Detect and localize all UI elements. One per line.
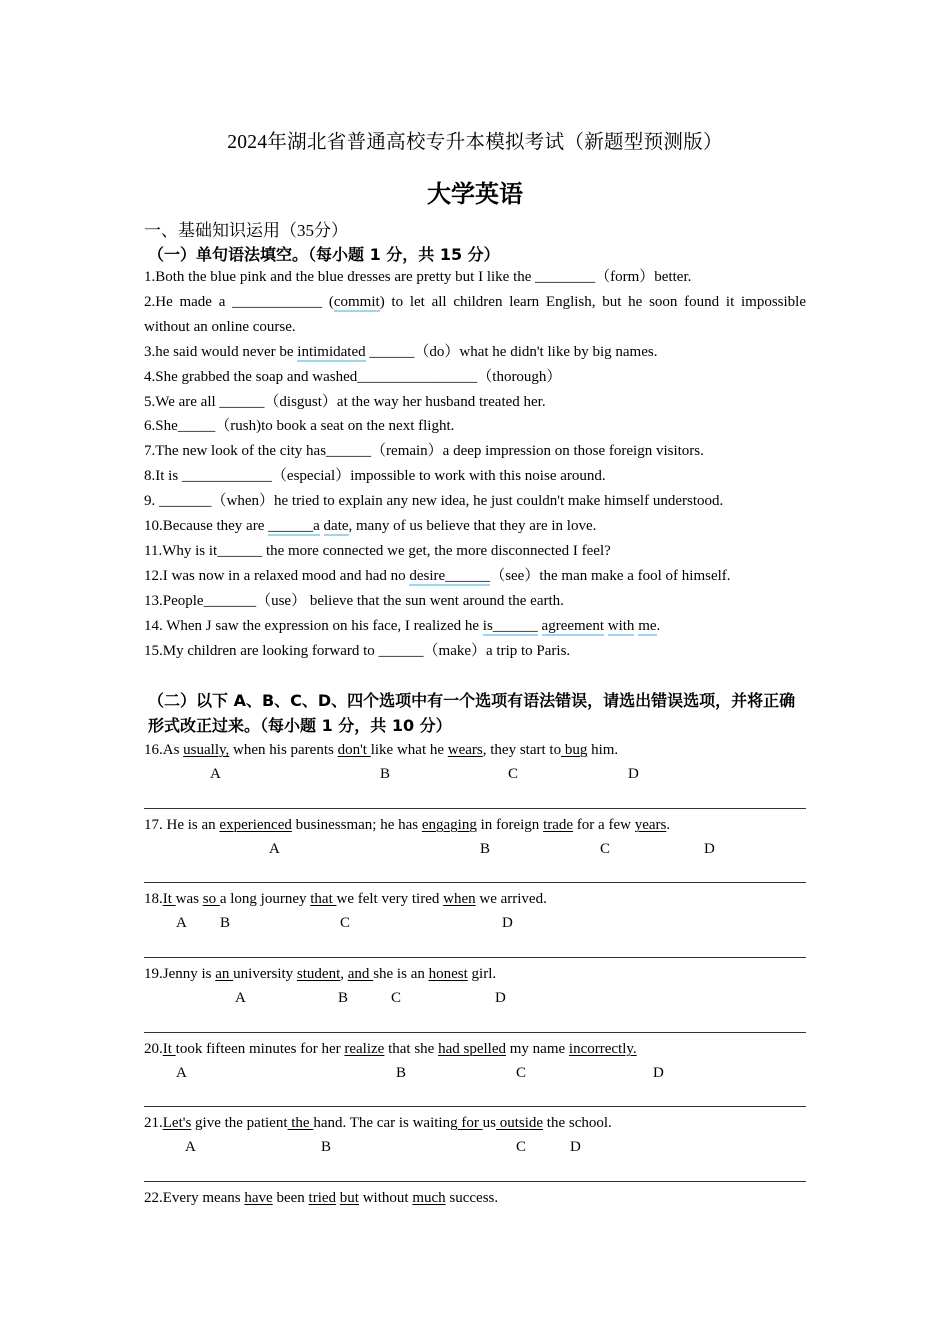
part2-heading: （二）以下 A、B、C、D、四个选项中有一个选项有语法错误，请选出错误选项，并将正确形式改正过来。（每小题 1 分，共 10 分） xyxy=(148,691,796,735)
q3-text: 3.he said would never be xyxy=(144,344,298,360)
question-18 xyxy=(144,887,806,912)
question-5: 5.We are all ______（disgust）at the way her husband treated her. xyxy=(144,394,546,410)
q20-option-letters xyxy=(144,1065,806,1085)
q20-t1: 20. xyxy=(144,1041,163,1057)
q14-text: 14. When J saw the expression on his face, I realized he xyxy=(144,618,483,634)
q17-answer-line[interactable] xyxy=(144,882,806,883)
q17-letter-b: B xyxy=(480,841,491,857)
q16-t1: 16.As xyxy=(144,742,184,758)
q18-t3: a long journey xyxy=(219,891,311,907)
q20-letter-c: C xyxy=(516,1065,527,1081)
q20-t4: my name xyxy=(506,1041,569,1057)
q17-t2: businessman; he has xyxy=(291,817,422,833)
q20-t2: took fifteen minutes for her xyxy=(175,1041,345,1057)
question-1: 1.Both the blue pink and the blue dresses are pretty but I like the ________（form）better. xyxy=(144,269,692,285)
exam-title: 2024年湖北省普通高校专升本模拟考试（新题型预测版） xyxy=(227,132,723,153)
q18-option-a: It xyxy=(162,891,176,907)
q17-option-letters xyxy=(144,841,806,861)
q10-word-date: date xyxy=(323,518,349,534)
q17-option-c: trade xyxy=(543,817,574,833)
q20-letter-b: B xyxy=(396,1065,407,1081)
q19-letter-d: D xyxy=(495,990,506,1006)
q16-option-d: bug xyxy=(561,742,588,758)
q20-option-c: had spelled xyxy=(438,1041,506,1057)
q20-option-b: realize xyxy=(344,1041,385,1057)
q19-t3: , xyxy=(340,966,348,982)
q18-letter-d: D xyxy=(502,915,513,931)
question-14 xyxy=(144,614,806,639)
q10-word-a: a xyxy=(313,518,320,534)
q19-option-a: an xyxy=(215,966,234,982)
q18-t5: we arrived. xyxy=(475,891,547,907)
q16-answer-line[interactable] xyxy=(144,808,806,809)
q21-t5: the school. xyxy=(543,1115,612,1131)
q19-option-d: honest xyxy=(428,966,468,982)
q18-t4: we felt very tired xyxy=(336,891,444,907)
question-6: 6.She_____（rush)to book a seat on the next flight. xyxy=(144,418,455,434)
question-8: 8.It is ____________（especial）impossible to work with this noise around. xyxy=(144,468,606,484)
q21-t1: 21. xyxy=(144,1115,163,1131)
q16-t2: when his parents xyxy=(229,742,338,758)
question-20 xyxy=(144,1037,806,1062)
q17-letter-c: C xyxy=(600,841,611,857)
q18-t1: 18. xyxy=(144,891,163,907)
q10-space xyxy=(320,518,324,534)
q19-letter-c: C xyxy=(391,990,402,1006)
question-4: 4.She grabbed the soap and washed________________（thorough） xyxy=(144,369,562,385)
q18-letter-c: C xyxy=(340,915,351,931)
q18-option-letters xyxy=(144,915,806,935)
q22-option-d: much xyxy=(412,1190,446,1206)
q16-letter-c: C xyxy=(508,766,519,782)
q18-t2: was xyxy=(175,891,203,907)
question-17 xyxy=(144,813,806,838)
q19-answer-line[interactable] xyxy=(144,1032,806,1033)
q10-text: 10.Because they are xyxy=(144,518,269,534)
q22-option-b: tried xyxy=(308,1190,337,1206)
q21-option-a: Let's xyxy=(162,1115,192,1131)
question-11: 11.Why is it______ the more connected we get, the more disconnected I feel? xyxy=(144,543,611,559)
question-13: 13.People_______（use） believe that the sun went around the earth. xyxy=(144,593,564,609)
q10-text-end: , many of us believe that they are in love. xyxy=(348,518,597,534)
q14-period: . xyxy=(656,618,661,634)
question-7: 7.The new look of the city has______（remain）a deep impression on those foreign visitors. xyxy=(144,443,704,459)
q19-option-c: and xyxy=(347,966,374,982)
q20-letter-a: A xyxy=(176,1065,187,1081)
q21-option-c: for xyxy=(457,1115,483,1131)
q12-word: desire______ xyxy=(409,568,491,584)
q16-t5: him. xyxy=(587,742,619,758)
q19-t1: 19.Jenny is xyxy=(144,966,216,982)
q19-t5: girl. xyxy=(467,966,497,982)
q17-t5: . xyxy=(666,817,671,833)
question-9: 9. _______（when）he tried to explain any new idea, he just couldn't make himself understood. xyxy=(144,493,724,509)
q17-letter-a: A xyxy=(269,841,280,857)
q21-option-d: outside xyxy=(495,1115,544,1131)
q14-space-1 xyxy=(538,618,542,634)
q16-t3: like what he xyxy=(370,742,448,758)
q20-t3: that she xyxy=(384,1041,439,1057)
q21-letter-c: C xyxy=(516,1139,527,1155)
q14-word-agreement: agreement xyxy=(541,618,605,634)
q17-letter-d: D xyxy=(704,841,715,857)
q22-option-a: have xyxy=(244,1190,273,1206)
question-3 xyxy=(144,340,806,365)
q20-answer-line[interactable] xyxy=(144,1106,806,1107)
q21-t2: give the patient xyxy=(191,1115,288,1131)
q2-text: 2.He made a ____________ ( xyxy=(144,294,334,310)
q19-letter-a: A xyxy=(235,990,246,1006)
q21-answer-line[interactable] xyxy=(144,1181,806,1182)
q16-letter-d: D xyxy=(628,766,639,782)
q21-option-letters xyxy=(144,1139,806,1159)
q18-option-c: that xyxy=(310,891,337,907)
q16-t4: , they start to xyxy=(482,742,562,758)
q19-option-letters xyxy=(144,990,806,1010)
q21-option-b: the xyxy=(287,1115,314,1131)
q21-letter-b: B xyxy=(321,1139,332,1155)
q22-option-c: but xyxy=(339,1190,359,1206)
q16-letter-b: B xyxy=(380,766,391,782)
q14-word-is: is______ xyxy=(482,618,538,634)
q19-t2: university xyxy=(233,966,297,982)
q17-t4: for a few xyxy=(573,817,635,833)
part1-heading: （一）单句语法填空。（每小题 1 分，共 15 分） xyxy=(148,245,500,264)
question-22 xyxy=(144,1186,806,1211)
q18-letter-a: A xyxy=(176,915,187,931)
q16-option-c: wears xyxy=(447,742,483,758)
q21-t3: hand. The car is waiting xyxy=(313,1115,458,1131)
q17-t3: in foreign xyxy=(476,817,544,833)
section-label: 一、基础知识运用（ xyxy=(144,221,297,241)
q12-text: 12.I was now in a relaxed mood and had no xyxy=(144,568,410,584)
subject-title: 大学英语 xyxy=(427,180,523,208)
q19-letter-b: B xyxy=(338,990,349,1006)
q2-text-end: ) to let all children learn English, but he soon found it impossible without an online course. xyxy=(144,294,806,335)
q16-option-letters xyxy=(144,766,806,786)
section-tail: 分） xyxy=(314,221,348,241)
q20-letter-d: D xyxy=(653,1065,664,1081)
q3-word: intimidated xyxy=(297,344,366,360)
q14-word-me: me xyxy=(638,618,657,634)
q16-option-a: usually, xyxy=(183,742,230,758)
q21-letter-a: A xyxy=(185,1139,196,1155)
q19-option-b: student xyxy=(296,966,341,982)
q18-answer-line[interactable] xyxy=(144,957,806,958)
q22-t1: 22.Every means xyxy=(144,1190,245,1206)
section-heading xyxy=(144,216,348,241)
q21-letter-d: D xyxy=(570,1139,581,1155)
q17-option-a: experienced xyxy=(219,817,292,833)
q3-text-end: ______（do）what he didn't like by big names. xyxy=(365,344,658,360)
question-16 xyxy=(144,738,806,763)
q19-t4: she is an xyxy=(373,966,429,982)
q17-option-b: engaging xyxy=(421,817,477,833)
q18-option-d: when xyxy=(443,891,476,907)
q18-option-b: so xyxy=(202,891,220,907)
q14-word-with: with xyxy=(607,618,635,634)
q10-blank: ______ xyxy=(268,518,314,534)
q16-letter-a: A xyxy=(210,766,221,782)
q2-word: commit xyxy=(333,294,380,310)
q20-option-d: incorrectly. xyxy=(568,1041,637,1057)
question-2 xyxy=(144,290,806,340)
question-10 xyxy=(144,514,806,539)
q17-option-d: years xyxy=(634,817,667,833)
question-21 xyxy=(144,1111,806,1136)
q22-t2: been xyxy=(272,1190,309,1206)
q21-t4: us xyxy=(482,1115,496,1131)
q17-t1: 17. He is an xyxy=(144,817,220,833)
q18-letter-b: B xyxy=(220,915,231,931)
question-15: 15.My children are looking forward to ______（make）a trip to Paris. xyxy=(144,643,571,659)
q22-t4: without xyxy=(358,1190,413,1206)
section-score: 35 xyxy=(297,221,314,240)
q16-option-b: don't xyxy=(337,742,371,758)
question-19 xyxy=(144,962,806,987)
q20-option-a: It xyxy=(162,1041,176,1057)
q12-text-end: （see）the man make a fool of himself. xyxy=(490,568,731,584)
q22-t5: success. xyxy=(445,1190,499,1206)
question-12 xyxy=(144,564,806,589)
